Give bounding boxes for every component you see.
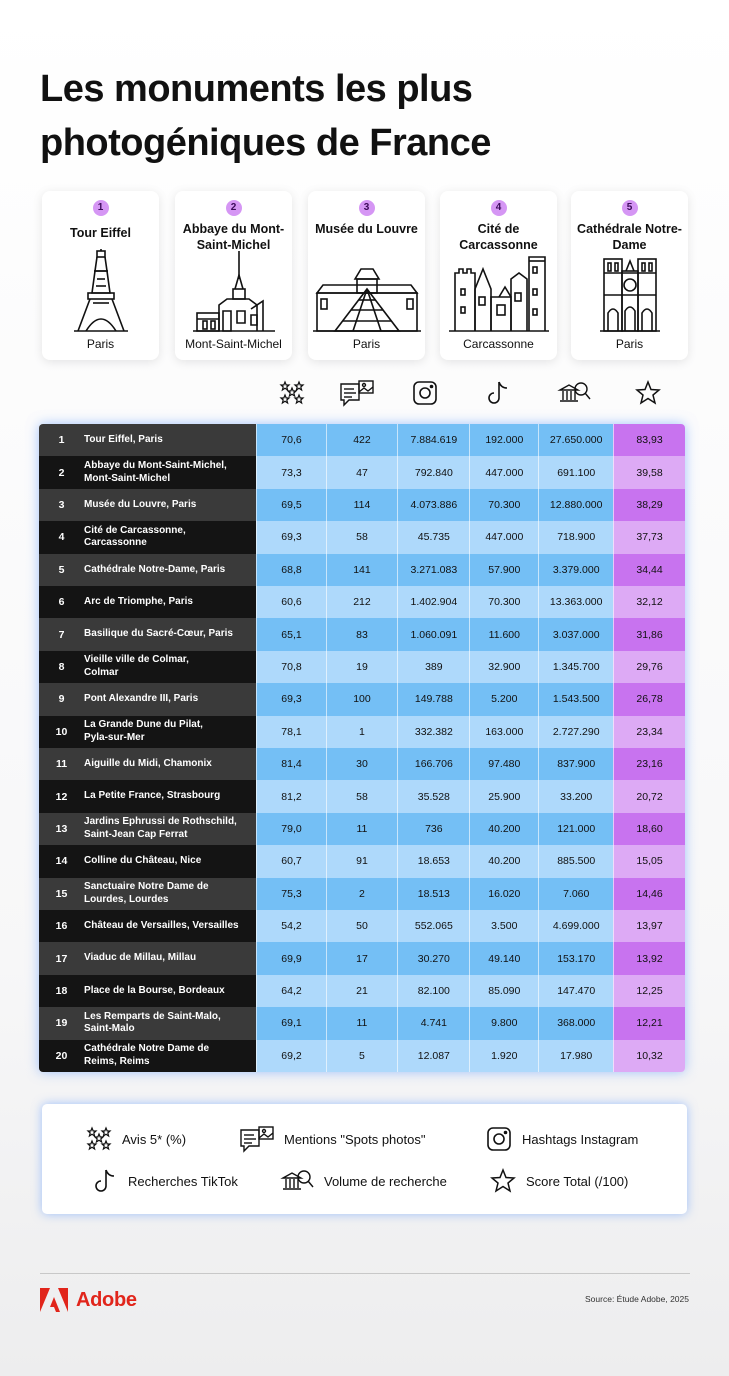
score-total-cell: 15,05 (613, 845, 685, 877)
hashtags-instagram-cell: 45.735 (397, 521, 469, 553)
avis-5-stars-cell: 69,2 (256, 1040, 325, 1072)
monument-name-cell (84, 942, 256, 974)
recherches-tiktok-cell: 85.090 (469, 975, 538, 1007)
legend-item-score (488, 1166, 628, 1196)
volume-recherche-cell: 147.470 (538, 975, 613, 1007)
recherches-tiktok-cell: 163.000 (469, 716, 538, 748)
table-row (39, 424, 685, 456)
legend-item-stars (84, 1124, 186, 1154)
mentions-spots-photos-cell: 17 (326, 942, 398, 974)
hashtags-instagram-cell: 792.840 (397, 456, 469, 488)
table-row (39, 586, 685, 618)
recherches-tiktok-cell: 97.480 (469, 748, 538, 780)
legend-item-instagram (484, 1124, 638, 1154)
hashtags-instagram-cell: 332.382 (397, 716, 469, 748)
monument-name-line: Mont-Saint-Michel (84, 472, 171, 484)
top5-card-1 (42, 191, 159, 360)
monument-name-line: Les Remparts de Saint-Malo, (84, 1010, 221, 1022)
legend-label: Volume de recherche (324, 1173, 447, 1189)
rank-badge: 5 (622, 200, 638, 216)
avis-5-stars-cell: 68,8 (256, 554, 325, 586)
recherches-tiktok-cell: 49.140 (469, 942, 538, 974)
monument-name-line: Place de la Bourse, Bordeaux (84, 984, 225, 996)
score-total-cell: 38,29 (613, 489, 685, 521)
mentions-spots-photos-cell: 19 (326, 651, 398, 683)
score-total-cell: 14,46 (613, 878, 685, 910)
card-monument-name: Cathédrale Notre-Dame (577, 222, 682, 252)
score-total-cell: 32,12 (613, 586, 685, 618)
monument-name-line: Sanctuaire Notre Dame de (84, 881, 209, 893)
table-row (39, 942, 685, 974)
rank-cell: 20 (39, 1040, 84, 1072)
recherches-tiktok-cell: 40.200 (469, 845, 538, 877)
recherches-tiktok-cell: 447.000 (469, 521, 538, 553)
volume-recherche-cell: 368.000 (538, 1007, 613, 1039)
monument-name-line: Lourdes, Lourdes (84, 893, 169, 905)
brand-name: Adobe (76, 1288, 137, 1311)
monument-name-line: Abbaye du Mont-Saint-Michel, (84, 460, 227, 472)
stars-icon (277, 378, 307, 408)
score-total-cell: 18,60 (613, 813, 685, 845)
monument-name-line: Tour Eiffel, Paris (84, 433, 163, 445)
mentions-spots-photos-cell: 58 (326, 780, 398, 812)
volume-recherche-cell: 33.200 (538, 780, 613, 812)
rank-cell: 15 (39, 878, 84, 910)
monument-name-line: Arc de Triomphe, Paris (84, 595, 193, 607)
recherches-tiktok-cell: 57.900 (469, 554, 538, 586)
score-total-cell: 29,76 (613, 651, 685, 683)
avis-5-stars-cell: 69,5 (256, 489, 325, 521)
rank-cell: 2 (39, 456, 84, 488)
rank-cell: 8 (39, 651, 84, 683)
photo-mentions-icon (339, 378, 375, 408)
hashtags-instagram-cell: 12.087 (397, 1040, 469, 1072)
top5-card-3 (308, 191, 425, 360)
rank-badge: 4 (491, 200, 507, 216)
score-total-cell: 83,93 (613, 424, 685, 456)
monument-name-cell (84, 1007, 256, 1039)
recherches-tiktok-cell: 192.000 (469, 424, 538, 456)
legend-label: Mentions "Spots photos" (284, 1131, 426, 1147)
rank-badge: 3 (359, 200, 375, 216)
monument-name-cell (84, 813, 256, 845)
mentions-spots-photos-cell: 422 (326, 424, 398, 456)
monument-name-cell (84, 618, 256, 650)
score-total-cell: 13,97 (613, 910, 685, 942)
monument-name-line: Vieille ville de Colmar, (84, 654, 189, 666)
score-total-cell: 26,78 (613, 683, 685, 715)
monument-name-cell (84, 878, 256, 910)
mentions-spots-photos-cell: 100 (326, 683, 398, 715)
louvre-pyramid-icon (313, 249, 421, 333)
avis-5-stars-cell: 69,1 (256, 1007, 325, 1039)
score-total-cell: 34,44 (613, 554, 685, 586)
table-row (39, 521, 685, 553)
score-total-cell: 12,21 (613, 1007, 685, 1039)
volume-recherche-cell: 885.500 (538, 845, 613, 877)
score-total-cell: 12,25 (613, 975, 685, 1007)
stars-icon (84, 1124, 114, 1154)
monument-name-line: Cathédrale Notre-Dame, Paris (84, 563, 226, 575)
monument-name-line: Colmar (84, 666, 119, 678)
legend-item-tiktok (90, 1166, 238, 1196)
avis-5-stars-cell: 60,6 (256, 586, 325, 618)
adobe-logo-icon (40, 1288, 68, 1312)
monument-name-line: Carcassonne (84, 537, 147, 549)
rank-cell: 7 (39, 618, 84, 650)
monument-name-line: Saint-Jean Cap Ferrat (84, 828, 188, 840)
monument-name-line: Château de Versailles, Versailles (84, 919, 239, 931)
volume-recherche-cell: 12.880.000 (538, 489, 613, 521)
table-row (39, 878, 685, 910)
volume-recherche-cell: 27.650.000 (538, 424, 613, 456)
recherches-tiktok-cell: 40.200 (469, 813, 538, 845)
footer-divider (40, 1273, 690, 1274)
monument-name-cell (84, 554, 256, 586)
hashtags-instagram-cell: 30.270 (397, 942, 469, 974)
hashtags-instagram-cell: 3.271.083 (397, 554, 469, 586)
top5-cards (42, 191, 688, 360)
volume-recherche-cell: 13.363.000 (538, 586, 613, 618)
mentions-spots-photos-cell: 114 (326, 489, 398, 521)
recherches-tiktok-cell: 16.020 (469, 878, 538, 910)
top5-card-2 (175, 191, 292, 360)
mentions-spots-photos-cell: 5 (326, 1040, 398, 1072)
instagram-icon (410, 378, 440, 408)
recherches-tiktok-cell: 70.300 (469, 586, 538, 618)
monument-name-line: Colline du Château, Nice (84, 855, 202, 867)
rank-cell: 16 (39, 910, 84, 942)
mentions-spots-photos-cell: 212 (326, 586, 398, 618)
recherches-tiktok-cell: 1.920 (469, 1040, 538, 1072)
recherches-tiktok-cell: 70.300 (469, 489, 538, 521)
score-total-cell: 37,73 (613, 521, 685, 553)
monument-name-line: Cité de Carcassonne, (84, 524, 186, 536)
card-city: Carcassonne (463, 337, 534, 351)
volume-recherche-cell: 153.170 (538, 942, 613, 974)
monument-name-line: Saint-Malo (84, 1023, 135, 1035)
monument-name-cell (84, 424, 256, 456)
table-row (39, 716, 685, 748)
avis-5-stars-cell: 78,1 (256, 716, 325, 748)
score-total-cell: 13,92 (613, 942, 685, 974)
monument-name-line: Cathédrale Notre Dame de (84, 1043, 210, 1055)
hashtags-instagram-cell: 1.060.091 (397, 618, 469, 650)
score-total-cell: 23,34 (613, 716, 685, 748)
rank-cell: 11 (39, 748, 84, 780)
rank-cell: 14 (39, 845, 84, 877)
mentions-spots-photos-cell: 50 (326, 910, 398, 942)
hashtags-instagram-cell: 35.528 (397, 780, 469, 812)
score-total-cell: 39,58 (613, 456, 685, 488)
monument-name-line: La Grande Dune du Pilat, (84, 719, 203, 731)
source-note: Source: Étude Adobe, 2025 (585, 1294, 689, 1304)
eiffel-tower-icon (66, 249, 136, 333)
ranking-table (39, 424, 685, 1072)
photo-mentions-icon (238, 1124, 276, 1154)
table-row (39, 1007, 685, 1039)
rank-cell: 3 (39, 489, 84, 521)
monument-name-line: Musée du Louvre, Paris (84, 498, 197, 510)
legend-item-photo-mentions (238, 1124, 425, 1154)
adobe-logo (40, 1288, 137, 1312)
recherches-tiktok-cell: 11.600 (469, 618, 538, 650)
hashtags-instagram-cell: 736 (397, 813, 469, 845)
recherches-tiktok-cell: 9.800 (469, 1007, 538, 1039)
monument-name-line: Pyla-sur-Mer (84, 731, 145, 743)
tiktok-icon (483, 378, 513, 408)
hashtags-instagram-cell: 4.073.886 (397, 489, 469, 521)
volume-recherche-cell: 3.037.000 (538, 618, 613, 650)
card-city: Paris (615, 337, 644, 351)
rank-badge: 1 (93, 200, 109, 216)
card-monument-name: Cité de Carcassonne (459, 222, 538, 252)
monument-name-cell (84, 1040, 256, 1072)
hashtags-instagram-cell: 4.741 (397, 1007, 469, 1039)
avis-5-stars-cell: 54,2 (256, 910, 325, 942)
recherches-tiktok-cell: 447.000 (469, 456, 538, 488)
recherches-tiktok-cell: 25.900 (469, 780, 538, 812)
volume-recherche-cell: 837.900 (538, 748, 613, 780)
score-total-cell: 23,16 (613, 748, 685, 780)
castle-icon (449, 249, 549, 333)
top5-card-5 (571, 191, 688, 360)
monument-name-cell (84, 716, 256, 748)
monument-name-line: Aiguille du Midi, Chamonix (84, 757, 212, 769)
hashtags-instagram-cell: 166.706 (397, 748, 469, 780)
mentions-spots-photos-cell: 21 (326, 975, 398, 1007)
volume-recherche-cell: 7.060 (538, 878, 613, 910)
table-row (39, 748, 685, 780)
recherches-tiktok-cell: 32.900 (469, 651, 538, 683)
mentions-spots-photos-cell: 2 (326, 878, 398, 910)
rank-cell: 19 (39, 1007, 84, 1039)
monument-name-cell (84, 456, 256, 488)
avis-5-stars-cell: 73,3 (256, 456, 325, 488)
page-title: Les monuments les plus photogéniques de France (40, 68, 491, 164)
card-monument-name: Abbaye du Mont-Saint-Michel (182, 222, 285, 252)
card-monument-name: Musée du Louvre (315, 222, 418, 236)
monument-name-line: Jardins Ephrussi de Rothschild, (84, 816, 237, 828)
monument-name-line: Reims, Reims (84, 1055, 150, 1067)
hashtags-instagram-cell: 7.884.619 (397, 424, 469, 456)
table-row (39, 813, 685, 845)
legend-label: Hashtags Instagram (522, 1131, 639, 1147)
hashtags-instagram-cell: 149.788 (397, 683, 469, 715)
monument-name-cell (84, 651, 256, 683)
mentions-spots-photos-cell: 47 (326, 456, 398, 488)
monument-name-cell (84, 845, 256, 877)
table-row (39, 845, 685, 877)
mentions-spots-photos-cell: 91 (326, 845, 398, 877)
mentions-spots-photos-cell: 83 (326, 618, 398, 650)
volume-recherche-cell: 2.727.290 (538, 716, 613, 748)
volume-recherche-cell: 718.900 (538, 521, 613, 553)
rank-cell: 18 (39, 975, 84, 1007)
table-row (39, 456, 685, 488)
table-row (39, 651, 685, 683)
avis-5-stars-cell: 69,3 (256, 683, 325, 715)
rank-cell: 4 (39, 521, 84, 553)
rank-cell: 6 (39, 586, 84, 618)
mentions-spots-photos-cell: 1 (326, 716, 398, 748)
avis-5-stars-cell: 69,3 (256, 521, 325, 553)
star-outline-icon (633, 378, 663, 408)
rank-cell: 12 (39, 780, 84, 812)
mentions-spots-photos-cell: 11 (326, 813, 398, 845)
volume-recherche-cell: 3.379.000 (538, 554, 613, 586)
rank-badge: 2 (226, 200, 242, 216)
card-city: Paris (86, 337, 115, 351)
score-total-cell: 20,72 (613, 780, 685, 812)
hashtags-instagram-cell: 552.065 (397, 910, 469, 942)
volume-recherche-cell: 121.000 (538, 813, 613, 845)
recherches-tiktok-cell: 3.500 (469, 910, 538, 942)
search-monument-icon (557, 378, 591, 408)
table-row (39, 683, 685, 715)
monument-name-cell (84, 748, 256, 780)
mentions-spots-photos-cell: 141 (326, 554, 398, 586)
table-row (39, 489, 685, 521)
avis-5-stars-cell: 81,4 (256, 748, 325, 780)
table-row (39, 1040, 685, 1072)
monument-name-cell (84, 780, 256, 812)
legend-label: Recherches TikTok (128, 1173, 238, 1189)
monument-name-cell (84, 586, 256, 618)
avis-5-stars-cell: 81,2 (256, 780, 325, 812)
table-row (39, 975, 685, 1007)
legend-item-search-volume (278, 1166, 447, 1196)
rank-cell: 1 (39, 424, 84, 456)
rank-cell: 13 (39, 813, 84, 845)
top5-card-4 (440, 191, 557, 360)
volume-recherche-cell: 4.699.000 (538, 910, 613, 942)
monument-name-line: Pont Alexandre III, Paris (84, 693, 199, 705)
legend (42, 1104, 687, 1214)
avis-5-stars-cell: 79,0 (256, 813, 325, 845)
mentions-spots-photos-cell: 58 (326, 521, 398, 553)
avis-5-stars-cell: 65,1 (256, 618, 325, 650)
score-total-cell: 10,32 (613, 1040, 685, 1072)
hashtags-instagram-cell: 18.653 (397, 845, 469, 877)
table-row (39, 554, 685, 586)
hashtags-instagram-cell: 18.513 (397, 878, 469, 910)
volume-recherche-cell: 17.980 (538, 1040, 613, 1072)
monument-name-cell (84, 489, 256, 521)
card-city: Paris (352, 337, 381, 351)
star-outline-icon (488, 1166, 518, 1196)
monument-name-line: Viaduc de Millau, Millau (84, 952, 197, 964)
recherches-tiktok-cell: 5.200 (469, 683, 538, 715)
avis-5-stars-cell: 70,8 (256, 651, 325, 683)
avis-5-stars-cell: 69,9 (256, 942, 325, 974)
table-row (39, 618, 685, 650)
avis-5-stars-cell: 64,2 (256, 975, 325, 1007)
rank-cell: 17 (39, 942, 84, 974)
legend-label: Avis 5* (%) (122, 1131, 187, 1147)
mentions-spots-photos-cell: 30 (326, 748, 398, 780)
monument-name-cell (84, 683, 256, 715)
volume-recherche-cell: 691.100 (538, 456, 613, 488)
instagram-icon (484, 1124, 514, 1154)
search-monument-icon (278, 1166, 316, 1196)
monument-name-line: Basilique du Sacré-Cœur, Paris (84, 628, 233, 640)
monument-name-cell (84, 910, 256, 942)
score-total-cell: 31,86 (613, 618, 685, 650)
legend-label: Score Total (/100) (526, 1173, 629, 1189)
table-row (39, 780, 685, 812)
hashtags-instagram-cell: 1.402.904 (397, 586, 469, 618)
monument-name-line: La Petite France, Strasbourg (84, 790, 221, 802)
mentions-spots-photos-cell: 11 (326, 1007, 398, 1039)
monument-name-cell (84, 975, 256, 1007)
avis-5-stars-cell: 60,7 (256, 845, 325, 877)
abbey-icon (191, 249, 277, 333)
rank-cell: 5 (39, 554, 84, 586)
card-monument-name: Tour Eiffel (70, 226, 131, 240)
volume-recherche-cell: 1.345.700 (538, 651, 613, 683)
tiktok-icon (90, 1166, 120, 1196)
cathedral-icon (598, 249, 662, 333)
hashtags-instagram-cell: 389 (397, 651, 469, 683)
monument-name-cell (84, 521, 256, 553)
hashtags-instagram-cell: 82.100 (397, 975, 469, 1007)
volume-recherche-cell: 1.543.500 (538, 683, 613, 715)
avis-5-stars-cell: 75,3 (256, 878, 325, 910)
table-row (39, 910, 685, 942)
rank-cell: 9 (39, 683, 84, 715)
avis-5-stars-cell: 70,6 (256, 424, 325, 456)
card-city: Mont-Saint-Michel (185, 337, 282, 351)
rank-cell: 10 (39, 716, 84, 748)
